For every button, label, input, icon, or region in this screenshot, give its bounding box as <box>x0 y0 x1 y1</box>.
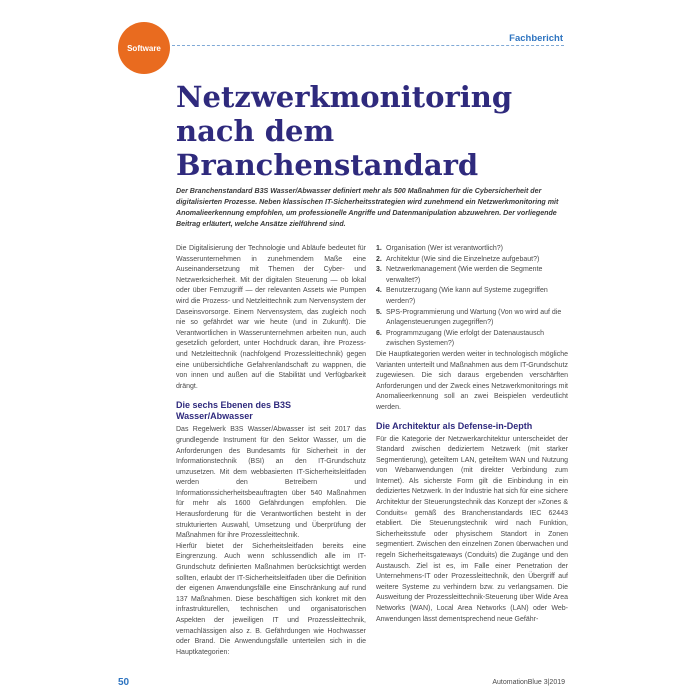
list-number: 1. <box>376 245 382 252</box>
article-title: Netzwerkmonitoring nach dem Branchenstandard <box>176 80 513 182</box>
body-paragraph: Die Digitalisierung der Technologie und Abläufe bedeutet für Wasserunternehmen in zunehmendem Maße eine Auseinandersetzung mit Themen der Cyber- und Netzwerksicherheit. Mit der digitalen Steuerung — ob lokal oder über Fernzugriff — der relevanten Assets wie Pumpen wird die Prozess- und Netzleittechnik zum Nervensystem der Daseinsvorsorge. Einem Nervensystem, das zugleich noch nie so gefährdet war wie heute (und in Zukunft). Die Verantwortlichen in Wasserunternehmen arbeiten nun, auch gesetzlich gefordert, unter Hochdruck daran, ihre Prozess- und Netzleittechnik (nachfolgend Prozessleittechnik) gegen eine unübersichtliche Gefahrenlandschaft zu wappnen, die von innen und außen auf die Stabilität und Verfügbarkeit drängt. <box>176 245 366 390</box>
list-number: 6. <box>376 329 382 337</box>
body-paragraph: Das Regelwerk B3S Wasser/Abwasser ist seit 2017 das grundlegende Instrument für den Sektor Wasser, um die Anforderungen des Bundesamts für Sicherheit in der Informationstechnik (BSI) an den IT-Grundschutz umzusetzen. Mit dem webbasierten IT-Sicherheitsleitfaden werden den Betreibern und Informationssicherheitsbeauftragten über 540 Maßnahmen für mehr als 1600 Gefährdungen empfohlen. Die Herausforderung für die Verantwortlichen besteht in der strukturierten Auswahl, Umsetzung und Überprüfung der Maßnahmen für ihre Prozessleittechnik. <box>176 426 366 540</box>
list-item <box>376 308 568 329</box>
left-column <box>176 244 366 658</box>
list-item <box>376 244 568 255</box>
list-text: Architektur (Wie sind die Einzelnetze aufgebaut?) <box>386 255 540 263</box>
category-badge: Software <box>118 22 170 74</box>
list-text: Netzwerkmanagement (Wie werden die Segmente verwaltet?) <box>386 266 543 284</box>
category-list <box>376 244 568 350</box>
list-text: Organisation (Wer ist verantwortlich?) <box>386 245 503 252</box>
list-text: Benutzerzugang (Wie kann auf Systeme zugegriffen werden?) <box>386 287 548 305</box>
section-label: Fachbericht <box>509 33 563 44</box>
list-text: SPS-Programmierung und Wartung (Von wo wird auf die Anlagensteuerungen zugegriffen?) <box>386 308 562 327</box>
list-number: 2. <box>376 255 382 263</box>
list-number: 3. <box>376 266 382 274</box>
list-text: Programmzugang (Wie erfolgt der Datenaustausch zwischen Systemen?) <box>386 329 544 348</box>
section-heading: Die Architektur als Defense-in-Depth <box>376 420 533 431</box>
right-column <box>376 244 568 625</box>
section-heading: Die sechs Ebenen des B3S Wasser/Abwasser <box>176 400 292 422</box>
article-lead: Der Branchenstandard B3S Wasser/Abwasser definiert mehr als 500 Maßnahmen für die Cybersicherheit der digitalisierten Prozesse. Neben klassischen IT-Sicherheitsstrategien wird zunehmend ein Netzwerkmonitoring mit Anomalieerkennung empfohlen, um professionelle Angriffe und Datenmanipulation abzuwehren. Der vorliegende Beitrag erläutert, welche Ansätze zielführend sind. <box>176 187 559 228</box>
list-item <box>376 329 568 350</box>
body-paragraph: Die Hauptkategorien werden weiter in technologisch mögliche Varianten unterteilt und Maßnahmen aus dem IT-Grundschutz zugewiesen. Die sich daraus ergebenden verschärften Anforderungen und der Zweck eines Netzwerkmonitorings mit Anomalieerkennung soll an zwei Beispielen verdeutlicht werden. <box>376 350 568 411</box>
list-item <box>376 286 568 307</box>
list-item <box>376 265 568 286</box>
page-number: 50 <box>118 677 130 688</box>
list-number: 4. <box>376 287 382 295</box>
body-paragraph: Hierfür bietet der Sicherheitsleitfaden bereits eine Eingrenzung. Auch wenn schlussendlich alle im IT-Grundschutz definierten Maßnahmen berücksichtigt werden sollten, erlaubt der IT-Sicherheitsleitfaden über die Definition der eigenen Anwendungsfälle eine Einschränkung auf rund 137 Maßnahmen. Diese beschäftigen sich konkret mit den infrastrukturellen, technischen und organisatorischen Aspekten der jeweiligen IT und Prozessleittechnik, vernachlässigen also z. B. Gefährdungen wie Hochwasser oder Brand. Die Anwendungsfälle unterteilen sich in die Hauptkategorien: <box>176 542 366 656</box>
list-item <box>376 255 568 266</box>
header-divider <box>172 45 564 46</box>
magazine-footer: AutomationBlue 3|2019 <box>492 679 565 686</box>
body-paragraph: Für die Kategorie der Netzwerkarchitektur unterscheidet der Standard zwischen dediziertem Netzwerk (mit starker Segmentierung), geteiltem LAN, geteiltem WAN und Nutzung von Webanwendungen (mit direkter Verbindung zum Internet). Als sicherste Form gilt die Einbindung in ein dediziertes Netzwerk. In der Industrie hat sich für eine sichere Architektur der Steuerungstechnik das Konzept der »Zones & Conduits« gemäß des Branchenstandards IEC 62443 etabliert. Die Steuerungstechnik wird nach Funktion, Sicherheitsstufe oder physischem Standort in Zonen segmentiert. Zwischen den einzelnen Zonen überwachen und regeln Sicherheitsgateways (Conduits) die Zugänge und den Austausch. Ziel ist es, im Falle einer Penetration der Unternehmens-IT oder Prozessleittechnik, den Übergriff auf weitere Systeme zu verhindern bzw. zu verlangsamen. Die Ausweitung der Prozessleittechnik-Steuerung über Wide Area Networks (WAN), Local Area Networks (LAN) oder Web-Anwendungen lässt dementsprechend neue Gefähr- <box>376 435 568 623</box>
list-number: 5. <box>376 308 382 316</box>
